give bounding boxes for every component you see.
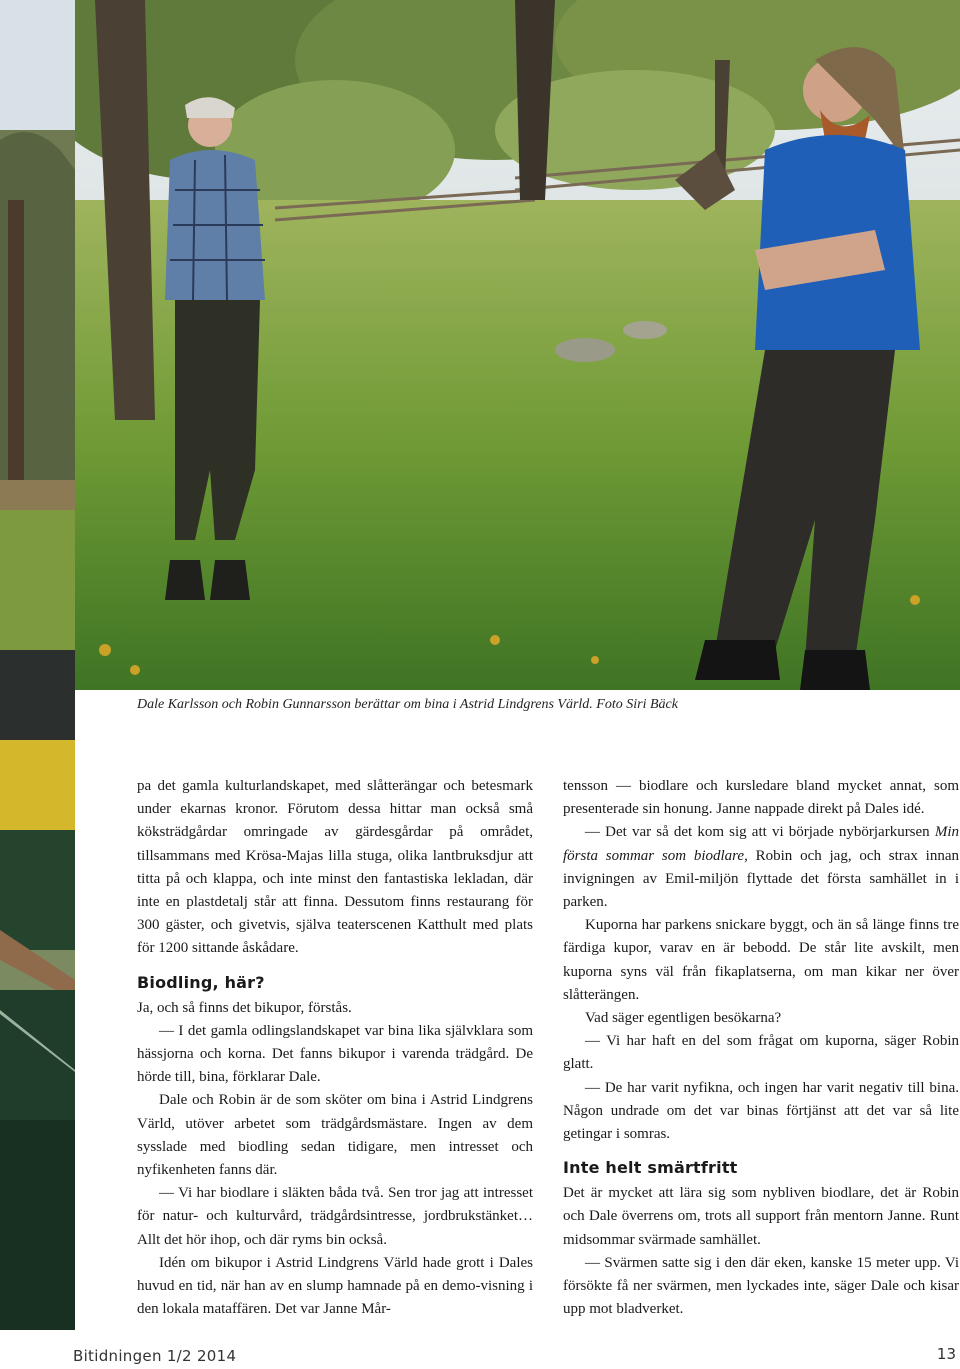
paragraph: — I det gamla odlingslandskapet var bina lika självklara som hässjorna och korna. Det fanns bikupor i varenda trädgård. De hörde till, bina, förklarar Dale. [137, 1022, 533, 1086]
article-column-left [137, 775, 533, 1321]
quote-text: — Det var så det kom sig att vi började nybörjarkursen [585, 824, 935, 841]
section-heading: Inte helt smärtfritt [563, 1158, 738, 1178]
paragraph: — Svärmen satte sig i den där eken, kanske 15 meter upp. Vi försökte få ner svärmen, men lyckades inte, säger Dale och kisar upp mot bladverket. [563, 1254, 959, 1318]
section-heading: Biodling, här? [137, 972, 265, 992]
paragraph: Det är mycket att lära sig som nybliven biodlare, det är Robin och Dale överrens om, trots all support från mentorn Janne. Runt midsommar svärmade samhället. [563, 1185, 959, 1248]
publication-name: Bitidningen 1/2 2014 [73, 1347, 237, 1365]
adjacent-page-photo [0, 0, 75, 1330]
paragraph: pa det gamla kulturlandskapet, med slåtterängar och betesmark under ekarnas kronor. Förutom dessa hittar man också små köksträdgårdar omringade av gärdesgårdar på området, tillsammans med Krösa-Majas lilla stuga, olika lantbruksdjur att titta på och klappa, och inte minst den fantastiska lekladan, där inte en plastdetalj står att finna. Dessutom finns restaurang för 300 gäster, och givetvis, själva teaterscenen Katthult med plats för 1200 sittande åskådare. [137, 778, 533, 957]
paragraph: Dale och Robin är de som sköter om bina i Astrid Lindgrens Värld, utöver arbetet som trädgårdsmästare. Ingen av dem sysslade med biodling sedan tidigare, men intresset och nyfikenheten fanns där. [137, 1092, 533, 1179]
quote-text: Robin och jag, och strax innan invigningen av Emil-miljön flyttade det första samhället in i parken. [563, 847, 960, 911]
paragraph: Ja, och så finns det bikupor, förstås. [137, 999, 352, 1016]
paragraph: Idén om bikupor i Astrid Lindgrens Värld hade grott i Dales huvud en tid, när han av en slump hamnade på en demo-visning i den lokala mataffären. Det var Janne Mår- [137, 1254, 533, 1318]
main-photo [75, 0, 960, 690]
paragraph: — Vi har biodlare i släkten båda två. Sen tror jag att intresset för natur- och kulturvård, trädgårdsintresse, jordbrukstänket… Allt det hör ihop, och där ryms bin också. [137, 1185, 533, 1248]
page-number: 13 [936, 1345, 956, 1363]
paragraph: tensson — biodlare och kursledare bland mycket annat, som presenterade sin honung. Janne nappade direkt på Dales idé. [563, 778, 959, 818]
paragraph [563, 821, 959, 914]
paragraph: — De har varit nyfikna, och ingen har varit negativ till bina. Någon undrade om det var binas förtjänst att det var så lite getingar i somras. [563, 1079, 959, 1143]
paragraph: Kuporna har parkens snickare byggt, och än så länge finns tre färdiga kupor, varav en är bebodd. De står lite avskilt, men kuporna syns väl från fikaplatserna, om man kikar ner över slåtterängen. [563, 917, 959, 1003]
paragraph: — Vi har haft en del som frågat om kuporna, säger Robin glatt. [563, 1033, 959, 1073]
course-title: Min första sommar som biodlare, [563, 824, 959, 864]
paragraph: Vad säger egentligen besökarna? [585, 1010, 782, 1027]
photo-caption: Dale Karlsson och Robin Gunnarsson berättar om bina i Astrid Lindgrens Värld. Foto Siri Bäck [137, 697, 678, 712]
article-column-right [563, 775, 959, 1321]
